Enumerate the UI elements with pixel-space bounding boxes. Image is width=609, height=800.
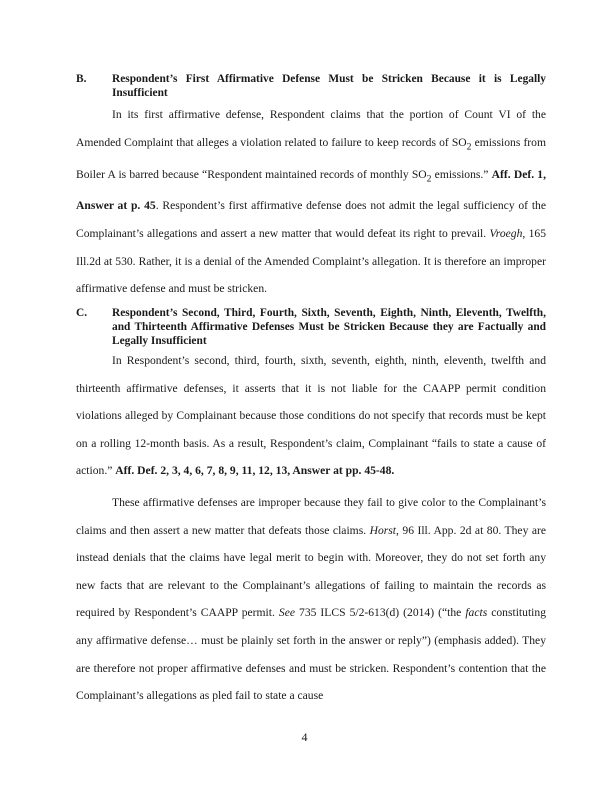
subscript: 2 bbox=[466, 140, 472, 152]
text-run: constituting any affirmative defense… must be plainly set forth in the answer or reply”) (emphasis added). They are therefore not proper affirmative defenses and must be stricken. Respondent’s contention that the Complainant’s allegations as pled fail to state a cause bbox=[76, 606, 546, 703]
case-name: Vroegh bbox=[489, 227, 523, 240]
text-run: , 96 Ill. App. 2d at 80. They are instead denials that the claims have legal merit to begin with. Moreover, they do not set forth any new facts that are relevant to the Complainant’s allegations of failing to maintain the records as required by Respondent’s CAAPP permit. bbox=[76, 523, 547, 620]
text-run: , 165 Ill.2d at 530. Rather, it is a denial of the Amended Complaint’s allegation. It is therefore an improper affirmative defense and must be stricken. bbox=[76, 227, 547, 296]
emphasis: facts bbox=[465, 606, 488, 620]
text-run: . Respondent’s first affirmative defense does not admit the legal sufficiency of the Complainant’s allegations and assert a new matter that would defeat its right to prevail. bbox=[76, 199, 546, 240]
section-c-letter: C. bbox=[76, 307, 88, 319]
section-c-heading bbox=[76, 306, 546, 348]
section-c-paragraph-2 bbox=[76, 489, 546, 710]
text-run: In Respondent’s second, third, fourth, sixth, seventh, eighth, ninth, eleventh, twelfth and thirteenth affirmative defenses, it asserts that it is not liable for the CAAPP permit condition violations alleged by Complainant because those conditions do not specify that records must be kept on a rolling 12-month basis. As a result, Respondent’s claim, Complainant “fails to state a cause of action.” bbox=[76, 354, 546, 478]
text-run: emissions from Boiler A is barred because “Respondent maintained records of monthly SO bbox=[76, 135, 546, 181]
text-run: These affirmative defenses are improper because they fail to give color to the Complainant’s claims and then assert a new matter that defeats those claims. bbox=[76, 496, 546, 537]
section-b-title: Respondent’s First Affirmative Defense Must be Stricken Because it is Legally Insufficient bbox=[112, 73, 546, 99]
subscript: 2 bbox=[426, 172, 432, 184]
section-c-title: Respondent’s Second, Third, Fourth, Sixth, Seventh, Eighth, Ninth, Eleventh, Twelfth, and Thirteenth Affirmative Defenses Must be Stricken Because they are Factually and Legally Insufficient bbox=[112, 307, 546, 347]
section-b-heading bbox=[76, 72, 546, 100]
section-b-letter: B. bbox=[76, 73, 87, 85]
section-c-paragraph-1 bbox=[76, 347, 546, 485]
page-number: 4 bbox=[301, 730, 308, 744]
citation: Aff. Def. 2, 3, 4, 6, 7, 8, 9, 11, 12, 13, Answer at pp. 45-48. bbox=[115, 464, 395, 478]
text-run: 735 ILCS 5/2-613(d) (2014) (“the bbox=[295, 606, 466, 620]
signal-word: See bbox=[278, 606, 295, 620]
section-b-paragraph bbox=[76, 101, 546, 303]
text-run: In its first affirmative defense, Respondent claims that the portion of Count VI of the Amended Complaint that alleges a violation related to failure to keep records of SO bbox=[76, 108, 546, 149]
citation: Aff. Def. 1, Answer at p. 45 bbox=[76, 167, 547, 213]
text-run: emissions.” bbox=[431, 167, 492, 181]
case-name: Horst bbox=[369, 523, 397, 537]
